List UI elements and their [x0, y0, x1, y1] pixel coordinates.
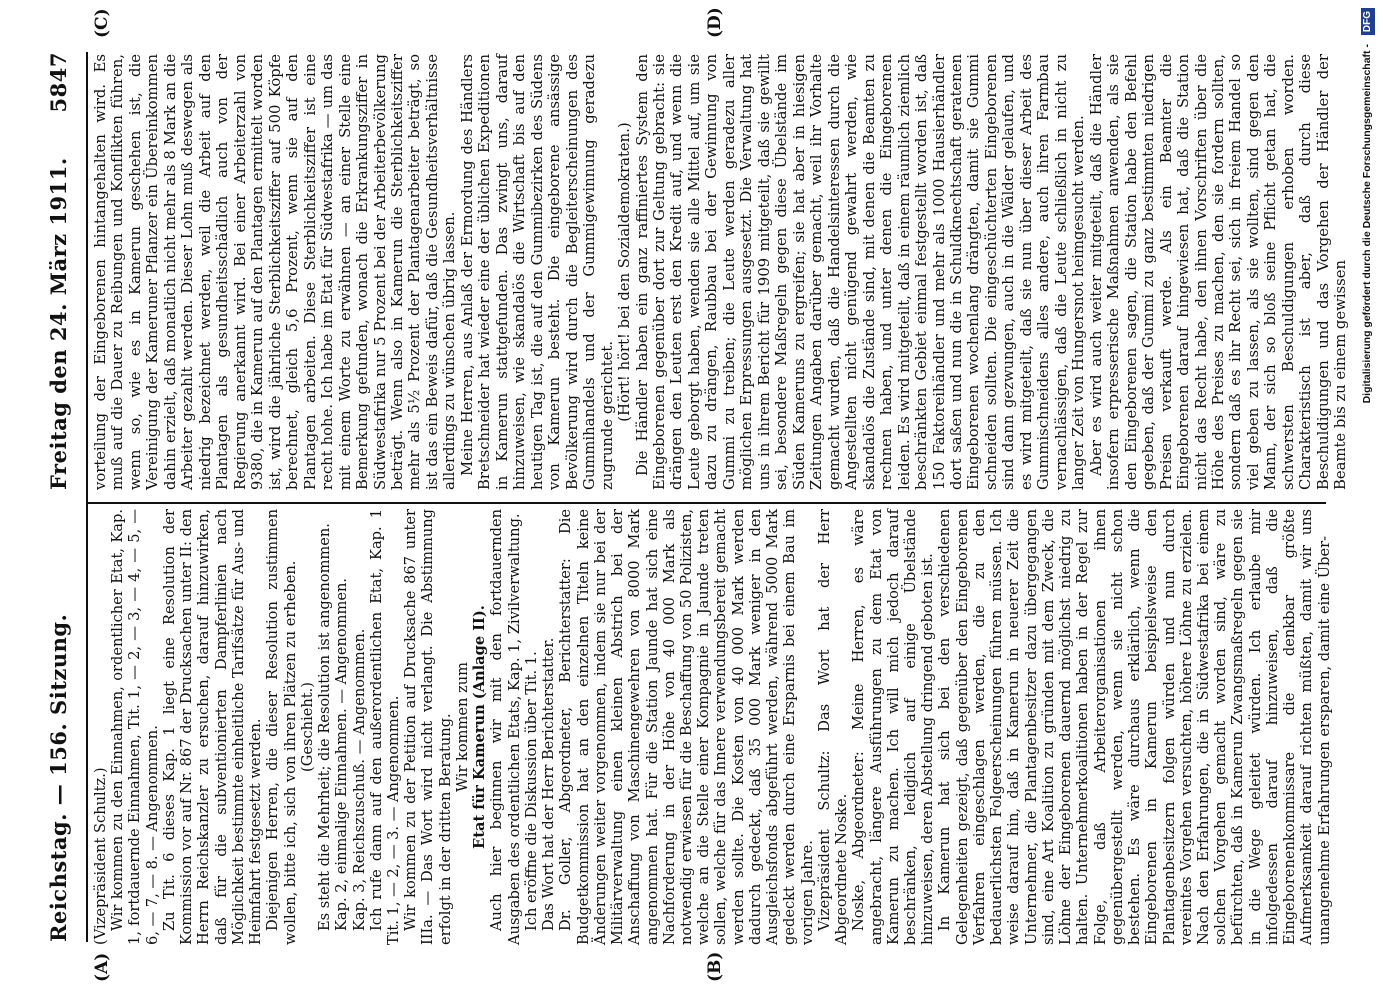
speech-paragraph: Aber es wird auch weiter mitgeteilt, daß die Händler insofern erpresserische Maßnahmen anwenden, als sie den Eingeborenen sagen, die Station habe den Befehl gegeben, daß der Gummi zu ganz bestimmten niedrigen Preisen verkauft werde. Als ein Beamter die Eingeborenen darauf hingewiesen hat, daß die Station nicht das Recht habe, den ihnen Vorschriften über die Höhe des Preises zu machen, den sie fordern sollten, sondern daß es ihr Recht sei, sich in freiem Handel so viel geben zu lassen, als sie wollten, sind gegen den Mann, der sich so bloß seine Pflicht getan hat, die schwersten Beschuldigungen erhoben worden. Charakteristisch ist aber, daß durch diese Beschuldigungen und das Vorgehen der Händler der Beamte bis zu einem gewissen: [1087, 54, 1350, 490]
paragraph: Zu Tit. 6 dieses Kap. 1 liegt eine Resolution der Kommission vor auf Nr. 867 der Drucksachen unter II: den Herrn Reichskanzler zu ersuchen, darauf hinzuwirken, daß für die subventionierten Dampferlinien nach Möglichkeit bestimmte einheitliche Tarifsätze für Aus- und Heimfahrt festgesetzt werden.: [160, 509, 265, 945]
left-text-column: [92, 509, 1333, 945]
speech-paragraph: vorteilung der Eingeborenen hintangehalten wird. Es muß auf die Dauer zu Reibungen und Konflikten führen, wenn so, wie es in Kamerun geschehen ist, die Vereinigung der Kameruner Pflanzer ein Übereinkommen dahin erzielt, daß monatlich nicht mehr als 8 Mark an die Arbeiter gezahlt werden. Dieser Lohn muß deswegen als niedrig bezeichnet werden, weil die Arbeit auf den Plantagen als gesundheitsschädlich auch von der Regierung anerkannt wird. Bei einer Arbeiterzahl von 9380, die in Kamerun auf den Plantagen ermittelt worden ist, wird die jährliche Sterblichkeitsziffer auf 500 Köpfe berechnet, gleich 5,6 Prozent, wenn sie auf den Plantagen arbeiten. Diese Sterblichkeitsziffer ist eine recht hohe. Ich habe im Etat für Südwestafrika — um das mit einem Worte zu erwähnen — an einer Stelle eine Bemerkung gefunden, wonach die Erkrankungsziffer in Südwestafrika nur 5 Prozent bei der Arbeiterbevölkerung beträgt. Wenn also in Kamerun die Sterblichkeitsziffer mehr als 5½ Prozent der Plantagenarbeiter beträgt, so ist das ein Beweis dafür, daß die Gesundheitsverhältnisse allerdings zu wünschen übrig lassen.: [92, 54, 459, 490]
speech-paragraph: Die Händler haben ein ganz raffiniertes System den Eingeborenen gegenüber dort zur Geltung gebracht: sie drängen den Leuten erst den Kredit auf, und wenn die Leute geborgt haben, wenden sie alle Mittel auf, um sie dazu zu drängen, Raubbau bei der Gewinnung von Gummi zu treiben; die Leute werden geradezu aller möglichen Erpressungen ausgesetzt. Die Verwaltung hat uns in ihrem Bericht für 1909 mitgeteilt, daß sie gewillt sei, besondere Maßregeln gegen diese Übelstände im Süden Kameruns zu ergreifen; sie hat aber in hiesigen Zeitungen Angaben darüber gemacht, weil ihr Vorhalte gemacht wurden, daß die Handelsinteressen durch die Angestellten nicht genügend gewahrt werden, wie skandalös die Zustände sind, mit denen die Beamten zu rechnen haben, und unter denen die Eingeborenen leiden. Es wird mitgeteilt, daß in einem räumlich ziemlich beschränkten Gebiet einmal festgestellt worden ist, daß 150 Faktoreihändler und mehr als 1000 Hausierhändler dort saßen und nun die in Schuldknechtschaft geratenen Eingeborenen wochenlang drängten, damit sie Gummi schneiden sollten. Die eingeschüchterten Eingeborenen sind dann gezwungen, auch in die Wälder gelaufen, und es wird mitgeteilt, daß sie nun über dieser Arbeit des Gummischneidens alles andere, auch ihren Farmbau vernachlässigen, daß die Leute schließlich in nicht zu langer Zeit von Hungersnot heimgesucht werden.: [633, 54, 1088, 490]
paragraph: Wir kommen zu der Petition auf Drucksache 867 unter IIIa. — Das Wort wird nicht verlangt. Die Abstimmung erfolgt in der dritten Beratung.: [402, 509, 454, 945]
dfg-logo: DFG: [1361, 8, 1375, 35]
paragraph: Kap. 2, einmalige Einnahmen. — Angenommen.: [333, 577, 351, 931]
digitization-credit: [1354, 8, 1380, 992]
stage-direction: (Hört! hört! bei den Sozialdemokraten.): [616, 122, 634, 422]
header-date: Freitag den 24. März 1911.: [46, 157, 71, 490]
speech-paragraph: Dr. Goller, Abgeordneter, Berichterstatter: Die Budgetkommission hat an den einzelnen Titeln keine Änderungen weiter vorgenommen, indem sie nur bei der Militärverwaltung einen kleinen Abstrich bei der Anschaffung von Maschinengewehren von 8000 Mark angenommen hat. Für die Station Jaunde hat sich eine Nachforderung in der Höhe von 40 000 Mark als notwendig erwiesen für die Beschaffung von 50 Polizisten, welche an die Stelle einer Kompagnie in Jaunde treten sollen, welche für das Innere verwendungsbereit gemacht werden sollte. Die Kosten von 40 000 Mark werden dadurch gedeckt, daß 35 000 Mark weniger in den Ausgleichsfonds abgeführt werden, während 5000 Mark gedeckt werden durch eine Ersparnis bei einem Bau im vorigen Jahre.: [557, 509, 816, 945]
speech-paragraph: Meine Herren, aus Anlaß der Ermordung des Händlers Bretschneider hat wieder eine der üblichen Expeditionen in Kamerun stattgefunden. Das zwingt uns, darauf hinzuweisen, wie skandalös die Wirtschaft bis auf den heutigen Tag ist, die auf den Gummibezirken des Südens von Kamerun besteht. Die eingeborene ansässige Bevölkerung wird durch die Begleiterscheinungen des Gummihandels und der Gummigewinnung geradezu zugrunde gerichtet.: [458, 54, 616, 490]
speech-paragraph: Noske, Abgeordneter: Meine Herren, es wäre angebracht, längere Ausführungen zu dem Etat von Kamerun zu machen. Ich will mich jedoch darauf beschränken, lediglich auf einige Übelstände hinzuweisen, deren Abstellung dringend geboten ist.: [850, 509, 937, 945]
speech-paragraph: In Kamerun hat sich bei den verschiedenen Gelegenheiten gezeigt, daß gegenüber den Eingeborenen Verfahren eingeschlagen werden, die zu den bedauerlichsten Folgeerscheinungen führen müssen. Ich weise darauf hin, daß in Kamerun in neuerer Zeit die Unternehmer, die Plantagenbesitzer dazu übergegangen sind, eine Art Koalition zu gründen mit dem Zweck, die Löhne der Eingeborenen dauernd möglichst niedrig zu halten. Unternehmerkoalitionen haben in der Regel zur Folge, daß Arbeiterorganisationen ihnen gegenübergestellt werden, wenn sie nicht schon bestehen. Es wäre durchaus erklärlich, wenn die Eingeborenen in Kamerun beispielsweise den Plantagenbesitzern folgen würden und nun durch vereintes Vorgehen versuchten, höhere Löhne zu erzielen. Nach den Erfahrungen, die in Südwestafrika bei einem solchen Vorgehen gemacht worden sind, wäre zu befürchten, daß in Kamerun Zwangsmaßregeln gegen sie in die Wege geleitet würden. Ich erlaube mir infolgedessen darauf hinzuweisen, daß die Eingeborenenkommissare die denkbar größte Aufmerksamkeit darauf richten müßten, damit wir uns unangenehme Erfahrungen ersparen, damit eine Über-: [936, 509, 1333, 945]
paragraph: Auch hier beginnen wir mit den fortdauernden Ausgaben des ordentlichen Etats, Kap. 1, Zivilverwaltung.: [488, 509, 523, 945]
paragraph: Kap. 3, Reichszuschuß. — Angenommen.: [350, 628, 368, 931]
paragraph: Wir kommen zum: [453, 662, 471, 792]
margin-marker-b: (B): [705, 951, 725, 982]
paragraph: Diejenigen Herren, die dieser Resolution zustimmen wollen, bitte ich, sich von ihren Plätzen zu erheben.: [264, 509, 299, 945]
speaker-note: (Vizepräsident Schultz.): [92, 767, 109, 945]
speech-paragraph: Vizepräsident Schultz: Das Wort hat der Herr Abgeordnete Noske.: [815, 509, 851, 945]
margin-marker-a: (A): [92, 952, 112, 982]
paragraph: Das Wort hat der Herr Berichterstatter.: [540, 637, 558, 931]
header-rule: [86, 52, 88, 942]
header-session: Reichstag. — 156. Sitzung.: [46, 613, 71, 942]
section-heading: Etat für Kamerun (Anlage II).: [471, 605, 489, 849]
column-divider: [86, 502, 1326, 504]
paragraph: Es steht die Mehrheit; die Resolution ist angenommen.: [316, 523, 334, 931]
running-header: [40, 52, 80, 942]
paragraph: Ich eröffne die Diskussion über Tit. 1.: [522, 651, 540, 931]
paragraph: Wir kommen zu den Einnahmen, ordentlicher Etat, Kap. 1, fortdauernde Einnahmen, Tit. 1, — 2, — 3, — 4, — 5, — 6, — 7, — 8. — Angenommen.: [109, 509, 161, 945]
margin-marker-c: (C): [92, 8, 112, 38]
paragraph: Ich rufe dann auf den außerordentlichen Etat, Kap. 1 Tit. 1, — 2, — 3. — Angenommen.: [367, 509, 402, 945]
stage-direction: (Geschieht.): [298, 682, 316, 772]
credit-text: Digitalisierung gefördert durch die Deutsche Forschungsgemeinschaft -: [1361, 44, 1373, 404]
page-number: 5847: [46, 52, 71, 113]
margin-marker-d: (D): [705, 7, 725, 38]
right-text-column: [92, 54, 1350, 490]
